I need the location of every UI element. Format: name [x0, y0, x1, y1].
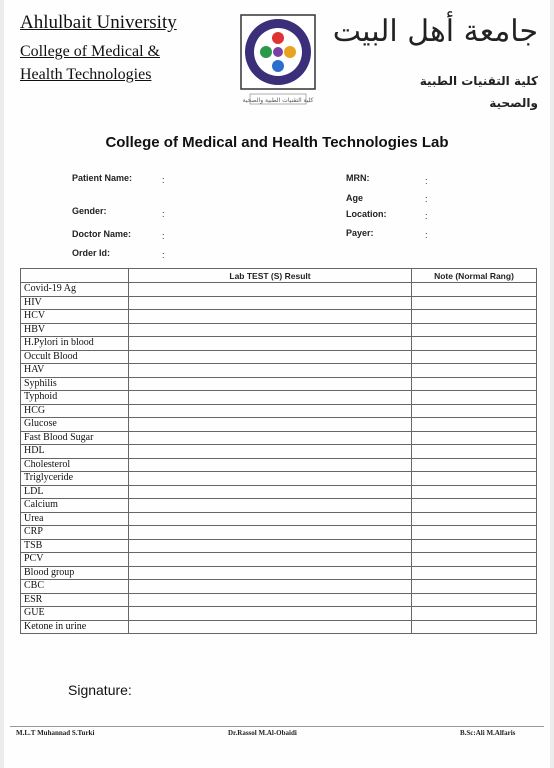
- result-cell[interactable]: [129, 296, 412, 310]
- footer-center-name: Dr.Rassol M.Al-Obaidi: [228, 729, 297, 737]
- location-colon: :: [425, 211, 428, 221]
- note-cell[interactable]: [412, 296, 537, 310]
- note-cell[interactable]: [412, 283, 537, 297]
- test-name-cell: HIV: [21, 296, 129, 310]
- test-name-cell: HCG: [21, 404, 129, 418]
- note-cell[interactable]: [412, 310, 537, 324]
- form-title: College of Medical and Health Technologies Lab: [105, 134, 449, 151]
- age-label: Age: [346, 193, 364, 203]
- table-row: [21, 391, 537, 405]
- table-row: [21, 526, 537, 540]
- test-name-cell: Calcium: [21, 499, 129, 513]
- note-header: Note (Normal Rang): [412, 269, 537, 283]
- note-cell[interactable]: [412, 391, 537, 405]
- result-cell[interactable]: [129, 593, 412, 607]
- table-row: [21, 485, 537, 499]
- test-name-cell: ESR: [21, 593, 129, 607]
- test-name-cell: Glucose: [21, 418, 129, 432]
- note-cell[interactable]: [412, 566, 537, 580]
- university-logo-icon: [240, 14, 316, 108]
- test-name-cell: LDL: [21, 485, 129, 499]
- note-cell[interactable]: [412, 620, 537, 634]
- university-name-en: Ahlulbait University: [20, 12, 177, 33]
- result-cell[interactable]: [129, 431, 412, 445]
- payer-colon: :: [425, 230, 428, 240]
- table-row: [21, 458, 537, 472]
- note-cell[interactable]: [412, 526, 537, 540]
- table-row: [21, 337, 537, 351]
- result-cell[interactable]: [129, 539, 412, 553]
- result-cell[interactable]: [129, 377, 412, 391]
- order-id-colon: :: [162, 250, 165, 260]
- note-cell[interactable]: [412, 445, 537, 459]
- result-cell[interactable]: [129, 323, 412, 337]
- table-row: [21, 620, 537, 634]
- signature-label: Signature:: [68, 682, 132, 698]
- table-header-row: [21, 269, 537, 283]
- note-cell[interactable]: [412, 377, 537, 391]
- test-name-cell: Occult Blood: [21, 350, 129, 364]
- table-row: [21, 472, 537, 486]
- result-cell[interactable]: [129, 337, 412, 351]
- test-name-cell: Triglyceride: [21, 472, 129, 486]
- table-row: [21, 512, 537, 526]
- note-cell[interactable]: [412, 607, 537, 621]
- note-cell[interactable]: [412, 539, 537, 553]
- result-cell[interactable]: [129, 404, 412, 418]
- university-name-ar: جامعة أهل البيت: [332, 14, 538, 49]
- note-cell[interactable]: [412, 580, 537, 594]
- age-colon: :: [425, 194, 428, 204]
- test-name-cell: Ketone in urine: [21, 620, 129, 634]
- note-cell[interactable]: [412, 499, 537, 513]
- note-cell[interactable]: [412, 350, 537, 364]
- note-cell[interactable]: [412, 593, 537, 607]
- gender-colon: :: [162, 209, 165, 219]
- test-name-cell: CBC: [21, 580, 129, 594]
- mrn-label: MRN:: [346, 173, 370, 183]
- mrn-colon: :: [425, 176, 428, 186]
- test-name-cell: TSB: [21, 539, 129, 553]
- note-cell[interactable]: [412, 458, 537, 472]
- doctor-name-label: Doctor Name:: [72, 229, 132, 239]
- result-cell[interactable]: [129, 580, 412, 594]
- test-name-cell: HDL: [21, 445, 129, 459]
- table-row: [21, 566, 537, 580]
- test-name-cell: Typhoid: [21, 391, 129, 405]
- table-row: [21, 499, 537, 513]
- result-cell[interactable]: [129, 566, 412, 580]
- footer-right-name: B.Sc:Ali M.Alfaris: [460, 729, 516, 737]
- table-row: [21, 539, 537, 553]
- english-header: [20, 12, 177, 86]
- table-row: [21, 445, 537, 459]
- result-cell[interactable]: [129, 418, 412, 432]
- table-row: [21, 310, 537, 324]
- college-name-en-line2: Health Technologies: [20, 66, 152, 83]
- college-name-en-line1: College of Medical &: [20, 43, 160, 60]
- result-cell[interactable]: [129, 512, 412, 526]
- note-cell[interactable]: [412, 418, 537, 432]
- test-name-cell: HAV: [21, 364, 129, 378]
- lab-results-body: [21, 283, 537, 634]
- table-row: [21, 350, 537, 364]
- test-name-cell: Fast Blood Sugar: [21, 431, 129, 445]
- order-id-label: Order Id:: [72, 248, 111, 258]
- svg-text:كلية التقنيات الطبية والصحية: كلية التقنيات الطبية والصحية: [242, 97, 314, 104]
- doctor-name-colon: :: [162, 231, 165, 241]
- test-name-cell: CRP: [21, 526, 129, 540]
- college-name-ar-line1: كلية التقنيات الطبية: [419, 74, 538, 88]
- result-cell[interactable]: [129, 445, 412, 459]
- gender-label: Gender:: [72, 206, 107, 216]
- test-name-cell: HCV: [21, 310, 129, 324]
- test-name-cell: GUE: [21, 607, 129, 621]
- table-row: [21, 404, 537, 418]
- result-cell[interactable]: [129, 458, 412, 472]
- note-cell[interactable]: [412, 364, 537, 378]
- table-row: [21, 283, 537, 297]
- note-cell[interactable]: [412, 512, 537, 526]
- note-cell[interactable]: [412, 323, 537, 337]
- result-cell[interactable]: [129, 553, 412, 567]
- table-row: [21, 553, 537, 567]
- table-row: [21, 323, 537, 337]
- result-cell[interactable]: [129, 485, 412, 499]
- table-row: [21, 364, 537, 378]
- result-cell[interactable]: [129, 391, 412, 405]
- location-label: Location:: [346, 209, 387, 219]
- test-name-cell: Cholesterol: [21, 458, 129, 472]
- test-name-cell: HBV: [21, 323, 129, 337]
- note-cell[interactable]: [412, 431, 537, 445]
- footer-left-name: M.L.T Muhannad S.Turki: [16, 729, 95, 737]
- result-cell[interactable]: [129, 499, 412, 513]
- result-cell[interactable]: [129, 310, 412, 324]
- table-row: [21, 607, 537, 621]
- patient-name-colon: :: [162, 175, 165, 185]
- result-cell[interactable]: [129, 283, 412, 297]
- lab-results-table: [20, 268, 537, 634]
- college-name-ar-line2: والصحية: [489, 96, 538, 110]
- test-name-cell: Blood group: [21, 566, 129, 580]
- test-name-cell: Urea: [21, 512, 129, 526]
- footer-divider: [10, 726, 544, 727]
- result-cell[interactable]: [129, 364, 412, 378]
- note-cell[interactable]: [412, 553, 537, 567]
- table-row: [21, 296, 537, 310]
- note-cell[interactable]: [412, 404, 537, 418]
- result-cell[interactable]: [129, 607, 412, 621]
- result-cell[interactable]: [129, 620, 412, 634]
- test-name-header: [21, 269, 129, 283]
- note-cell[interactable]: [412, 337, 537, 351]
- test-name-cell: Covid-19 Ag: [21, 283, 129, 297]
- result-cell[interactable]: [129, 350, 412, 364]
- table-row: [21, 431, 537, 445]
- note-cell[interactable]: [412, 485, 537, 499]
- note-cell[interactable]: [412, 472, 537, 486]
- table-row: [21, 593, 537, 607]
- patient-name-label: Patient Name:: [72, 173, 133, 183]
- table-row: [21, 418, 537, 432]
- payer-label: Payer:: [346, 228, 374, 238]
- result-cell[interactable]: [129, 472, 412, 486]
- result-header: Lab TEST (S) Result: [129, 269, 412, 283]
- test-name-cell: PCV: [21, 553, 129, 567]
- test-name-cell: H.Pylori in blood: [21, 337, 129, 351]
- test-name-cell: Syphilis: [21, 377, 129, 391]
- result-cell[interactable]: [129, 526, 412, 540]
- table-row: [21, 377, 537, 391]
- table-row: [21, 580, 537, 594]
